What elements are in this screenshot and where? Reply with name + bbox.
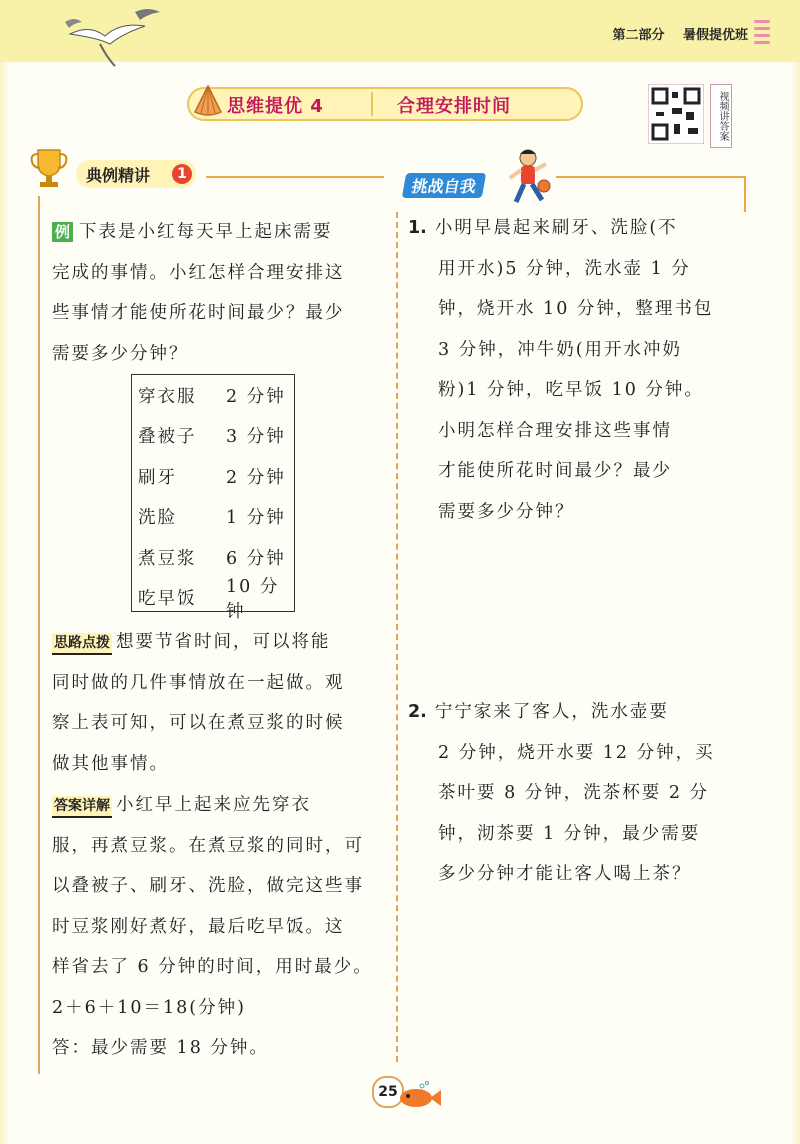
question-1-number: 1. xyxy=(408,218,427,238)
hint-tag: 思路点拨 xyxy=(52,633,112,655)
task-time: 3 分钟 xyxy=(226,427,286,448)
header-stripes xyxy=(754,20,770,52)
task-time: 6 分钟 xyxy=(226,548,286,569)
question-2-text-1: 宁宁家来了客人，洗水壶要 xyxy=(434,702,669,722)
answer-tag: 答案详解 xyxy=(52,796,112,818)
section-rule-right-tail xyxy=(744,176,746,212)
hint-text-1: 想要节省时间，可以将能 xyxy=(116,632,331,652)
question-2 xyxy=(408,692,738,895)
example-line-2: 完成的事情。小红怎样合理安排这 xyxy=(52,262,345,283)
section-example-label: 典例精讲 xyxy=(86,166,151,185)
task-name: 洗脸 xyxy=(138,508,177,529)
table-row xyxy=(132,537,294,578)
section-example-header xyxy=(76,160,196,188)
section-challenge-label: 挑战自我 xyxy=(402,173,486,198)
header-titles xyxy=(598,24,748,43)
running-boy-icon xyxy=(504,148,552,206)
answer-section xyxy=(52,785,388,1069)
table-row xyxy=(132,375,294,416)
lesson-title-banner xyxy=(187,87,583,121)
task-time: 10 分钟 xyxy=(226,576,280,622)
answer-line-1 xyxy=(52,785,388,826)
table-row xyxy=(132,497,294,538)
qr-label: 视频讲答案 xyxy=(710,84,732,148)
answer-line-2: 服，再煮豆浆。在煮豆浆的同时，可 xyxy=(52,835,364,856)
task-name: 刷牙 xyxy=(138,467,177,488)
shell-icon xyxy=(193,84,223,118)
question-1 xyxy=(408,208,738,532)
answer-line-3: 以叠被子、刷牙、洗脸，做完这些事 xyxy=(52,876,364,896)
fish-icon xyxy=(396,1080,442,1112)
question-2-line-1 xyxy=(408,692,738,733)
table-row xyxy=(132,576,294,622)
hint-line-3: 察上表可知，可以在煮豆浆的时候 xyxy=(52,713,345,733)
header-series: 暑假提优班 xyxy=(682,28,748,43)
answer-line-4: 时豆浆刚好煮好，最后吃早饭。这 xyxy=(52,916,345,937)
seagull-icon xyxy=(60,4,170,74)
question-1-line-4: 3 分钟，冲牛奶(用开水冲奶 xyxy=(438,339,683,360)
hint-line-4: 做其他事情。 xyxy=(52,753,169,774)
section-rule-right xyxy=(556,176,746,178)
example-problem xyxy=(52,212,388,374)
title-divider xyxy=(371,92,373,116)
section-example-number: 1 xyxy=(172,164,192,184)
question-1-line-3: 钟，烧开水 10 分钟，整理书包 xyxy=(438,299,714,319)
trophy-icon xyxy=(28,146,70,190)
question-2-line-5: 多少分钟才能让客人喝上茶？ xyxy=(438,864,692,884)
lesson-title-left: 思维提优 4 xyxy=(227,96,324,117)
question-1-text-1: 小明早晨起来刷牙、洗脸(不 xyxy=(434,218,678,238)
example-text-1: 下表是小红每天早上起床需要 xyxy=(79,222,333,242)
lesson-title-right: 合理安排时间 xyxy=(397,96,511,117)
question-1-line-7: 才能使所花时间最少？最少 xyxy=(438,461,672,481)
example-line-4: 需要多少分钟？ xyxy=(52,343,189,364)
table-row xyxy=(132,416,294,457)
question-1-line-6: 小明怎样合理安排这些事情 xyxy=(438,420,672,441)
header-part: 第二部分 xyxy=(612,28,665,43)
answer-text-1: 小红早上起来应先穿衣 xyxy=(116,795,311,815)
question-1-line-5: 粉)1 分钟，吃早饭 10 分钟。 xyxy=(438,380,704,400)
table-row xyxy=(132,456,294,497)
question-1-line-2: 用开水)5 分钟，洗水壶 1 分 xyxy=(438,258,691,279)
question-2-line-4: 钟，沏茶要 1 分钟，最少需要 xyxy=(438,823,701,844)
task-name: 穿衣服 xyxy=(138,386,197,407)
answer-line-5: 样省去了 6 分钟的时间，用时最少。 xyxy=(52,957,373,977)
section-challenge-header xyxy=(396,170,508,198)
task-name: 叠被子 xyxy=(138,427,197,448)
answer-final: 答：最少需要 18 分钟。 xyxy=(52,1038,269,1058)
qr-code-icon[interactable] xyxy=(648,84,704,144)
section-rule-left xyxy=(206,176,384,178)
question-2-number: 2. xyxy=(408,702,427,722)
task-name: 煮豆浆 xyxy=(138,548,197,569)
example-badge: 例 xyxy=(52,222,73,242)
column-divider xyxy=(396,212,398,1062)
question-2-line-3: 茶叶要 8 分钟，洗茶杯要 2 分 xyxy=(438,783,710,803)
example-line-1 xyxy=(52,212,388,253)
task-time: 2 分钟 xyxy=(226,467,286,488)
page-number: 25 xyxy=(372,1076,404,1108)
task-table xyxy=(131,374,295,622)
hint-line-2: 同时做的几件事情放在一起做。观 xyxy=(52,672,345,693)
question-2-line-2: 2 分钟，烧开水要 12 分钟，买 xyxy=(438,742,715,763)
task-time: 1 分钟 xyxy=(226,508,286,529)
question-1-line-1 xyxy=(408,208,738,249)
answer-equation: 2＋6＋10＝18(分钟) xyxy=(52,997,246,1018)
left-column-border xyxy=(38,196,40,1074)
task-name: 吃早饭 xyxy=(138,589,197,610)
hint-section xyxy=(52,622,388,784)
example-line-3: 些事情才能使所花时间最少？最少 xyxy=(52,303,345,323)
hint-line-1 xyxy=(52,622,388,663)
question-1-line-8: 需要多少分钟？ xyxy=(438,501,575,522)
task-time: 2 分钟 xyxy=(226,386,286,407)
